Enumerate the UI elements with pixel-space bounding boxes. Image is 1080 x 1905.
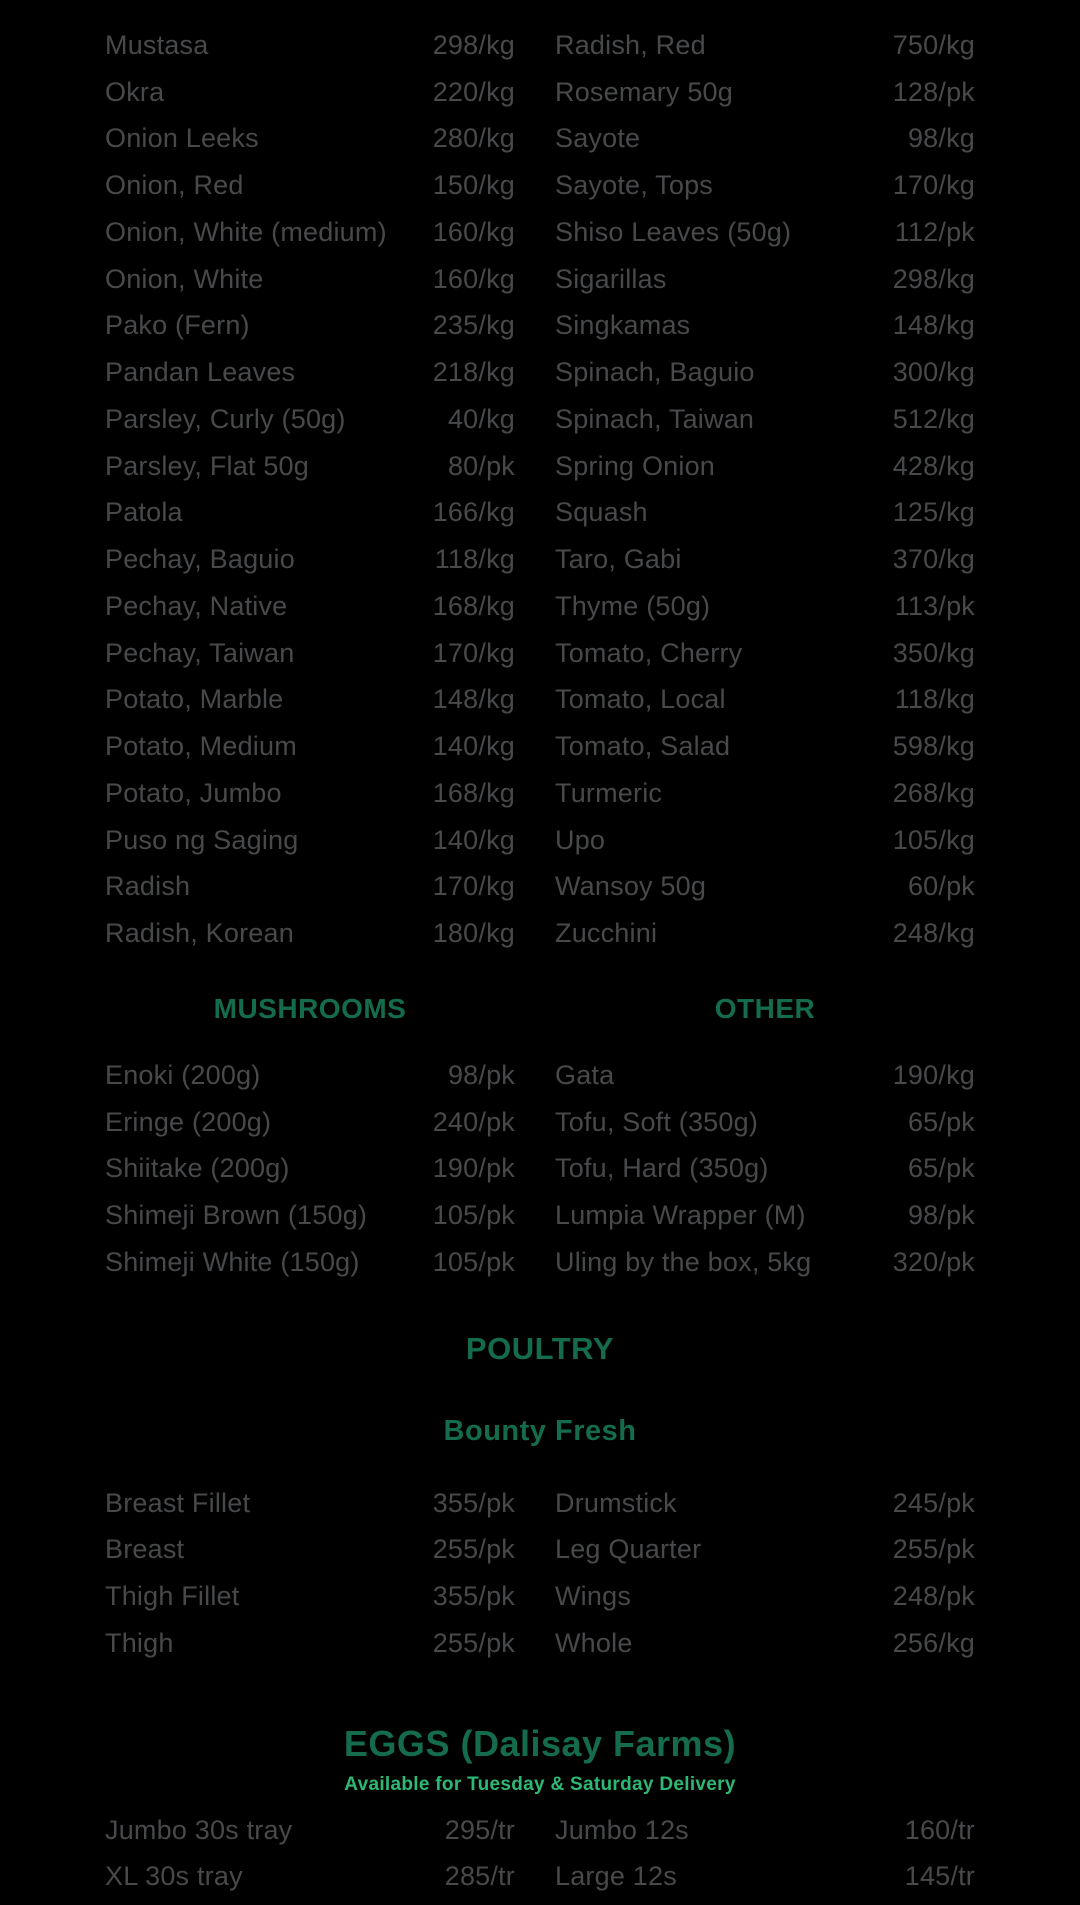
price-row <box>105 303 515 350</box>
item-name: Patola <box>105 497 183 528</box>
price-row <box>555 770 975 817</box>
price-row <box>555 1146 975 1193</box>
price-row <box>105 583 515 630</box>
item-name: Zucchini <box>555 918 658 949</box>
price-row <box>105 490 515 537</box>
mushrooms-other-headers <box>0 995 1080 1023</box>
price-row <box>555 910 975 957</box>
price-row <box>105 396 515 443</box>
item-name: Whole <box>555 1627 633 1658</box>
item-price: 105/pk <box>432 1200 515 1231</box>
price-row <box>555 536 975 583</box>
price-row <box>105 443 515 490</box>
item-price: 180/kg <box>432 918 515 949</box>
item-price: 190/kg <box>892 1059 975 1090</box>
item-price: 145/tr <box>904 1861 975 1892</box>
price-row <box>105 864 515 911</box>
price-row <box>105 1480 515 1527</box>
eggs-heading: EGGS (Dalisay Farms) <box>343 1722 737 1764</box>
price-row <box>105 1854 515 1901</box>
item-price: 148/kg <box>892 310 975 341</box>
item-price: 60/pk <box>907 871 975 902</box>
item-price: 140/kg <box>432 731 515 762</box>
item-price: 40/kg <box>447 403 515 434</box>
price-row <box>105 677 515 724</box>
price-row <box>105 630 515 677</box>
item-name: Potato, Medium <box>105 731 297 762</box>
item-name: Tomato, Cherry <box>555 637 743 668</box>
price-row <box>555 1192 975 1239</box>
item-price: 355/pk <box>432 1487 515 1518</box>
item-price: 98/kg <box>907 123 975 154</box>
price-row <box>555 1807 975 1854</box>
price-row <box>555 22 975 69</box>
item-price: 750/kg <box>892 29 975 60</box>
price-row <box>555 256 975 303</box>
item-price: 65/pk <box>907 1106 975 1137</box>
item-name: Leg Quarter <box>555 1534 702 1565</box>
item-price: 140/kg <box>432 824 515 855</box>
item-name: Onion, Red <box>105 170 244 201</box>
poultry-left-column <box>105 1480 515 1667</box>
item-price: 280/kg <box>432 123 515 154</box>
eggs-left-column <box>105 1807 515 1901</box>
price-row <box>555 723 975 770</box>
item-name: Pako (Fern) <box>105 310 250 341</box>
price-row <box>555 583 975 630</box>
poultry-right-column <box>555 1480 975 1667</box>
price-row <box>105 1192 515 1239</box>
item-name: Tofu, Soft (350g) <box>555 1106 759 1137</box>
price-row <box>105 162 515 209</box>
eggs-delivery-note: Available for Tuesday & Saturday Delivery <box>344 1773 736 1795</box>
item-name: Eringe (200g) <box>105 1106 272 1137</box>
other-column <box>555 1052 975 1286</box>
item-name: Jumbo 30s tray <box>105 1814 293 1845</box>
item-price: 218/kg <box>432 357 515 388</box>
poultry-heading: POULTRY <box>465 1330 615 1366</box>
item-price: 268/kg <box>892 777 975 808</box>
item-price: 168/kg <box>432 777 515 808</box>
mushrooms-column <box>105 1052 515 1286</box>
bounty-fresh-heading: Bounty Fresh <box>443 1414 637 1447</box>
item-price: 170/kg <box>432 871 515 902</box>
item-name: Taro, Gabi <box>555 544 682 575</box>
item-price: 235/kg <box>432 310 515 341</box>
item-price: 240/pk <box>432 1106 515 1137</box>
price-row <box>105 1239 515 1286</box>
price-row <box>555 677 975 724</box>
item-price: 320/pk <box>892 1246 975 1277</box>
item-name: Shimeji Brown (150g) <box>105 1200 368 1231</box>
poultry-section <box>0 1480 1080 1667</box>
item-price: 370/kg <box>892 544 975 575</box>
price-row <box>555 162 975 209</box>
item-name: Shiso Leaves (50g) <box>555 216 792 247</box>
other-heading: OTHER <box>714 993 816 1024</box>
item-name: Singkamas <box>555 310 691 341</box>
item-name: Onion Leeks <box>105 123 259 154</box>
price-row <box>105 22 515 69</box>
item-name: Breast Fillet <box>105 1487 251 1518</box>
item-name: Radish, Red <box>555 29 706 60</box>
item-price: 105/kg <box>892 824 975 855</box>
price-row <box>555 396 975 443</box>
item-price: 148/kg <box>432 684 515 715</box>
item-price: 170/kg <box>432 637 515 668</box>
item-price: 105/pk <box>432 1246 515 1277</box>
price-row <box>555 630 975 677</box>
eggs-section <box>0 1807 1080 1901</box>
item-name: Mustasa <box>105 29 209 60</box>
item-price: 512/kg <box>892 403 975 434</box>
item-name: Okra <box>105 76 165 107</box>
item-name: Breast <box>105 1534 185 1565</box>
item-price: 112/pk <box>894 216 975 247</box>
price-row <box>555 1573 975 1620</box>
item-name: Squash <box>555 497 648 528</box>
item-name: Sayote, Tops <box>555 170 714 201</box>
item-name: Sayote <box>555 123 641 154</box>
item-name: Thigh <box>105 1627 174 1658</box>
item-price: 256/kg <box>892 1627 975 1658</box>
price-row <box>555 1052 975 1099</box>
item-name: Radish <box>105 871 191 902</box>
item-name: Enoki (200g) <box>105 1059 261 1090</box>
price-row <box>105 910 515 957</box>
item-name: Large 12s <box>555 1861 677 1892</box>
item-name: Potato, Marble <box>105 684 284 715</box>
eggs-right-column <box>555 1807 975 1901</box>
item-price: 190/pk <box>432 1153 515 1184</box>
item-name: Sigarillas <box>555 263 667 294</box>
item-price: 295/tr <box>444 1814 515 1845</box>
item-name: Wings <box>555 1581 632 1612</box>
item-price: 113/pk <box>894 590 975 621</box>
item-name: Parsley, Flat 50g <box>105 450 309 481</box>
item-name: Tomato, Salad <box>555 731 731 762</box>
item-price: 298/kg <box>892 263 975 294</box>
item-price: 255/pk <box>892 1534 975 1565</box>
price-row <box>105 209 515 256</box>
item-price: 160/kg <box>432 216 515 247</box>
item-name: Thigh Fillet <box>105 1581 240 1612</box>
item-name: Tomato, Local <box>555 684 726 715</box>
item-price: 298/kg <box>432 29 515 60</box>
item-name: Upo <box>555 824 606 855</box>
item-name: Spring Onion <box>555 450 715 481</box>
item-name: Onion, White <box>105 263 264 294</box>
price-row <box>555 1099 975 1146</box>
price-row <box>555 1527 975 1574</box>
item-name: Drumstick <box>555 1487 677 1518</box>
vegetables-section <box>0 22 1080 957</box>
price-row <box>555 1480 975 1527</box>
item-price: 166/kg <box>432 497 515 528</box>
item-name: Pechay, Native <box>105 590 288 621</box>
item-price: 118/kg <box>434 544 515 575</box>
price-row <box>555 1620 975 1667</box>
price-row <box>105 69 515 116</box>
item-name: XL 30s tray <box>105 1861 243 1892</box>
price-row <box>105 1620 515 1667</box>
item-price: 285/tr <box>444 1861 515 1892</box>
item-name: Rosemary 50g <box>555 76 733 107</box>
vegetables-right-column <box>555 22 975 957</box>
item-price: 248/pk <box>892 1581 975 1612</box>
item-price: 255/pk <box>432 1627 515 1658</box>
price-row <box>555 817 975 864</box>
item-price: 598/kg <box>892 731 975 762</box>
item-price: 248/kg <box>892 918 975 949</box>
price-row <box>105 1807 515 1854</box>
price-row <box>105 1052 515 1099</box>
item-name: Radish, Korean <box>105 918 294 949</box>
mushrooms-heading: MUSHROOMS <box>213 993 407 1024</box>
price-row <box>105 1146 515 1193</box>
item-name: Pandan Leaves <box>105 357 296 388</box>
price-row <box>105 349 515 396</box>
price-row <box>555 116 975 163</box>
item-name: Pechay, Baguio <box>105 544 295 575</box>
price-row <box>555 1854 975 1901</box>
price-row <box>555 864 975 911</box>
item-price: 98/pk <box>447 1059 515 1090</box>
price-row <box>105 1573 515 1620</box>
item-price: 355/pk <box>432 1581 515 1612</box>
item-price: 128/pk <box>892 76 975 107</box>
item-name: Wansoy 50g <box>555 871 707 902</box>
item-price: 300/kg <box>892 357 975 388</box>
price-row <box>555 490 975 537</box>
item-name: Shimeji White (150g) <box>105 1246 360 1277</box>
item-name: Spinach, Taiwan <box>555 403 755 434</box>
item-price: 160/tr <box>904 1814 975 1845</box>
item-price: 220/kg <box>432 76 515 107</box>
price-row <box>105 770 515 817</box>
item-price: 150/kg <box>432 170 515 201</box>
item-price: 125/kg <box>892 497 975 528</box>
vegetables-left-column <box>105 22 515 957</box>
price-row <box>555 443 975 490</box>
price-row <box>105 817 515 864</box>
price-row <box>105 536 515 583</box>
price-row <box>105 1099 515 1146</box>
item-name: Pechay, Taiwan <box>105 637 295 668</box>
item-name: Jumbo 12s <box>555 1814 689 1845</box>
item-name: Potato, Jumbo <box>105 777 282 808</box>
item-price: 170/kg <box>892 170 975 201</box>
item-name: Onion, White (medium) <box>105 216 387 247</box>
price-row <box>105 1527 515 1574</box>
item-price: 160/kg <box>432 263 515 294</box>
item-price: 98/pk <box>907 1200 975 1231</box>
item-name: Tofu, Hard (350g) <box>555 1153 769 1184</box>
item-name: Lumpia Wrapper (M) <box>555 1200 806 1231</box>
price-row <box>555 1239 975 1286</box>
item-name: Puso ng Saging <box>105 824 299 855</box>
item-name: Gata <box>555 1059 615 1090</box>
item-price: 428/kg <box>892 450 975 481</box>
item-name: Turmeric <box>555 777 663 808</box>
price-row <box>105 256 515 303</box>
price-row <box>555 303 975 350</box>
price-row <box>105 116 515 163</box>
price-row <box>105 723 515 770</box>
item-price: 65/pk <box>907 1153 975 1184</box>
item-name: Uling by the box, 5kg <box>555 1246 812 1277</box>
item-price: 80/pk <box>447 450 515 481</box>
item-name: Shiitake (200g) <box>105 1153 290 1184</box>
item-price: 118/kg <box>894 684 975 715</box>
price-row <box>555 209 975 256</box>
price-row <box>555 69 975 116</box>
item-price: 350/kg <box>892 637 975 668</box>
mushrooms-other-section <box>0 1052 1080 1286</box>
item-name: Spinach, Baguio <box>555 357 755 388</box>
item-price: 255/pk <box>432 1534 515 1565</box>
item-name: Parsley, Curly (50g) <box>105 403 346 434</box>
item-price: 168/kg <box>432 590 515 621</box>
item-price: 245/pk <box>892 1487 975 1518</box>
item-name: Thyme (50g) <box>555 590 711 621</box>
price-row <box>555 349 975 396</box>
